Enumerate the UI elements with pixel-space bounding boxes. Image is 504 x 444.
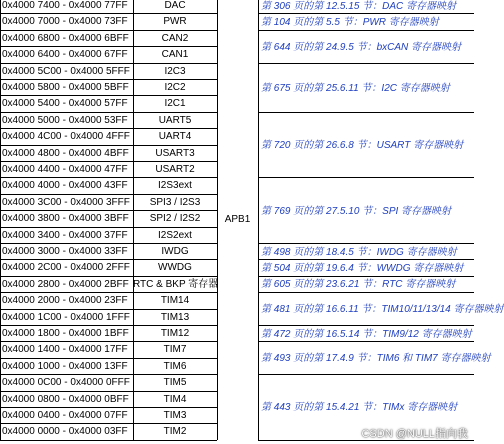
register-map-reference: 第 605 页的第 23.6.21 节：RTC 寄存器映射	[261, 279, 456, 291]
peripheral-name-cell: TIM3	[163, 410, 187, 421]
peripheral-name-cell: I2S3ext	[158, 180, 192, 192]
peripheral-name-cell: SPI3 / I2S3	[149, 196, 201, 208]
peripheral-name-cell: TIM13	[160, 311, 190, 323]
address-range-cell: 0x4000 3000 - 0x4000 33FF	[2, 246, 128, 257]
address-range-cell: 0x4000 0000 - 0x4000 03FF	[2, 426, 128, 438]
address-range-cell: 0x4000 7400 - 0x4000 77FF	[2, 0, 128, 11]
peripheral-name-cell: UART4	[158, 131, 192, 143]
peripheral-name-cell: USART3	[155, 147, 195, 159]
address-range-cell: 0x4000 1C00 - 0x4000 1FFF	[2, 311, 130, 323]
register-map-reference: 第 644 页的第 24.9.5 节：bxCAN 寄存器映射	[261, 41, 462, 53]
row-divider	[0, 440, 217, 441]
address-range-cell: 0x4000 4800 - 0x4000 4BFF	[2, 147, 129, 159]
peripheral-name-cell: SPI2 / I2S2	[149, 213, 201, 225]
column-divider	[258, 0, 259, 440]
peripheral-name-cell: TIM14	[160, 295, 190, 307]
register-map-reference: 第 472 页的第 16.5.14 节：TIM9/12 寄存器映射	[261, 328, 472, 340]
peripheral-name-cell: UART5	[158, 114, 192, 126]
register-map-reference: 第 498 页的第 18.4.5 节：IWDG 寄存器映射	[261, 246, 457, 258]
peripheral-name-cell: DAC	[164, 0, 186, 11]
address-range-cell: 0x4000 1800 - 0x4000 1BFF	[2, 328, 129, 339]
address-range-cell: 0x4000 6800 - 0x4000 6BFF	[2, 32, 129, 44]
address-range-cell: 0x4000 5C00 - 0x4000 5FFF	[2, 65, 130, 77]
peripheral-name-cell: TIM6	[163, 360, 187, 372]
address-range-cell: 0x4000 1000 - 0x4000 13FF	[2, 360, 128, 372]
register-map-reference: 第 306 页的第 12.5.15 节：DAC 寄存器映射	[261, 0, 457, 12]
register-map-reference: 第 104 页的第 5.5 节：PWR 寄存器映射	[261, 17, 439, 29]
peripheral-name-cell: TIM12	[160, 328, 190, 339]
address-range-cell: 0x4000 0800 - 0x4000 0BFF	[2, 393, 129, 405]
peripheral-name-cell: I2S2ext	[158, 229, 192, 241]
register-map-reference: 第 675 页的第 25.6.11 节：I2C 寄存器映射	[261, 82, 450, 94]
watermark: CSDN @NULL指向我	[361, 428, 468, 440]
address-range-cell: 0x4000 3C00 - 0x4000 3FFF	[2, 196, 130, 208]
address-range-cell: 0x4000 5400 - 0x4000 57FF	[2, 98, 128, 110]
address-range-cell: 0x4000 3400 - 0x4000 37FF	[2, 229, 128, 241]
address-range-cell: 0x4000 4C00 - 0x4000 4FFF	[2, 131, 130, 143]
bus-label: APB1	[224, 213, 251, 225]
register-map-reference: 第 443 页的第 15.4.21 节：TIMx 寄存器映射	[261, 402, 458, 414]
peripheral-name-cell: TIM7	[163, 344, 187, 356]
address-range-cell: 0x4000 5000 - 0x4000 53FF	[2, 114, 128, 126]
address-range-cell: 0x4000 3800 - 0x4000 3BFF	[2, 213, 129, 225]
peripheral-name-cell: RTC & BKP 寄存器	[133, 278, 219, 290]
address-range-cell: 0x4000 2000 - 0x4000 23FF	[2, 295, 128, 307]
peripheral-name-cell: TIM5	[163, 377, 187, 389]
register-map-reference: 第 481 页的第 16.6.11 节：TIM10/11/13/14 寄存器映射	[261, 304, 504, 316]
address-range-cell: 0x4000 2800 - 0x4000 2BFF	[2, 278, 129, 290]
register-map-reference: 第 504 页的第 19.6.4 节：WWDG 寄存器映射	[261, 263, 464, 275]
peripheral-name-cell: I2C2	[164, 82, 186, 93]
peripheral-name-cell: USART2	[155, 164, 195, 175]
address-range-cell: 0x4000 6400 - 0x4000 67FF	[2, 49, 128, 61]
peripheral-name-cell: I2C3	[164, 65, 186, 77]
address-range-cell: 0x4000 0C00 - 0x4000 0FFF	[2, 377, 130, 389]
peripheral-name-cell: IWDG	[161, 246, 189, 257]
address-range-cell: 0x4000 0400 - 0x4000 07FF	[2, 410, 128, 421]
address-range-cell: 0x4000 2C00 - 0x4000 2FFF	[2, 262, 130, 274]
address-range-cell: 0x4000 7000 - 0x4000 73FF	[2, 16, 128, 28]
register-map-reference: 第 769 页的第 27.5.10 节：SPI 寄存器映射	[261, 205, 452, 217]
address-range-cell: 0x4000 4000 - 0x4000 43FF	[2, 180, 128, 192]
address-range-cell: 0x4000 4400 - 0x4000 47FF	[2, 164, 128, 175]
column-divider	[217, 0, 218, 440]
peripheral-name-cell: CAN1	[161, 49, 189, 61]
address-range-cell: 0x4000 5800 - 0x4000 5BFF	[2, 82, 129, 93]
column-divider	[0, 0, 1, 440]
column-divider	[133, 0, 134, 440]
peripheral-name-cell: PWR	[163, 16, 187, 28]
peripheral-name-cell: WWDG	[158, 262, 192, 274]
peripheral-name-cell: I2C1	[164, 98, 186, 110]
peripheral-name-cell: TIM2	[163, 426, 187, 438]
address-range-cell: 0x4000 1400 - 0x4000 17FF	[2, 344, 128, 356]
register-map-reference: 第 493 页的第 17.4.9 节：TIM6 和 TIM7 寄存器映射	[261, 353, 491, 365]
peripheral-name-cell: TIM4	[163, 393, 187, 405]
peripheral-name-cell: CAN2	[161, 32, 189, 44]
register-map-reference: 第 720 页的第 26.6.8 节：USART 寄存器映射	[261, 140, 464, 152]
